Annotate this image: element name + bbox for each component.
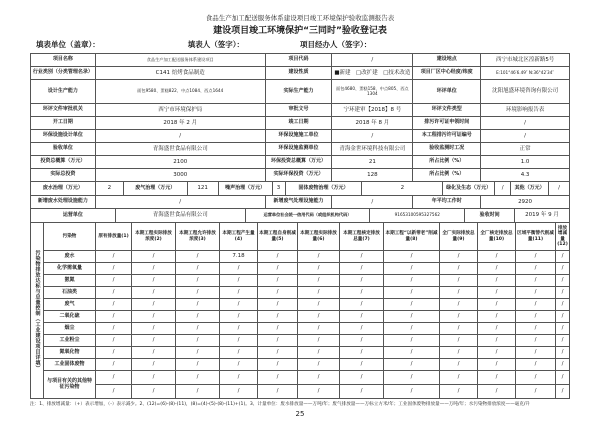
- pollutant-value: /: [96, 263, 132, 275]
- info-field-value: 西宁市环境保护局: [96, 104, 266, 117]
- info-field-label: 行业类别（分类管理名录）: [31, 67, 96, 80]
- info-field-value: 4.3: [481, 169, 570, 182]
- info-field-value: 2018 年 2 月: [96, 117, 266, 130]
- info-field-label: 环评文件类型: [413, 104, 481, 117]
- pollutant-value: /: [556, 359, 570, 371]
- info-field-value: 面包4680、蛋糕158、中点805、西点1304: [332, 80, 413, 104]
- pollutant-row: [44, 323, 570, 335]
- info-field-label: 竣工日期: [266, 117, 333, 130]
- pollutant-value: /: [478, 371, 516, 385]
- pollutant-value: /: [340, 371, 384, 385]
- pollutant-value: /: [298, 347, 340, 359]
- info-field-value: 青海盛世食品有限公司: [96, 143, 266, 156]
- info-field-value: /: [481, 130, 570, 143]
- pollutant-value: /: [340, 347, 384, 359]
- pollutant-value: /: [478, 251, 516, 263]
- pollutant-value: /: [258, 385, 298, 399]
- signature-row: [36, 39, 570, 50]
- info-field-label: 新增废水处理设施能力: [31, 196, 96, 209]
- pollutant-value: /: [96, 335, 132, 347]
- info-field-label: 环保设施施工单位: [266, 130, 333, 143]
- pollutant-col-header: 本期工程实际排放浓度(2): [132, 223, 176, 251]
- pollutant-col-header: 本期工程自身削减量(5): [258, 223, 298, 251]
- info-field-label: 所占比例（%）: [413, 169, 481, 182]
- pollutant-value: /: [96, 323, 132, 335]
- pollutant-value: /: [298, 359, 340, 371]
- pollutant-value: /: [478, 263, 516, 275]
- info-field-label: 投资总概算（万元）: [31, 156, 96, 169]
- pollutant-name: 工业粉尘: [44, 335, 96, 347]
- pollutant-value: /: [298, 323, 340, 335]
- pollutant-col-header: 排放增减量(12): [556, 223, 570, 251]
- info-field-label: 环保投资总概算（万元）: [266, 156, 333, 169]
- pollutant-value: /: [220, 287, 258, 299]
- pollutant-value: /: [176, 275, 220, 287]
- pollutant-row: [44, 263, 570, 275]
- pollutant-value: /: [258, 371, 298, 385]
- pollutant-value: /: [478, 385, 516, 399]
- info-field-label: 固体废物治理（万元）: [286, 182, 363, 196]
- info-field-value: 青海盛世食品有限公司: [116, 209, 246, 223]
- pollutant-value: /: [96, 371, 132, 385]
- info-row: [31, 54, 570, 67]
- pollutant-value: /: [258, 323, 298, 335]
- pollutant-value: /: [478, 323, 516, 335]
- pollutant-value: /: [298, 275, 340, 287]
- pollutant-value: /: [440, 385, 478, 399]
- pollutant-value: /: [96, 311, 132, 323]
- pollutant-value: /: [220, 323, 258, 335]
- pollutant-row: [44, 275, 570, 287]
- pollutant-name: 氮氧化物: [44, 347, 96, 359]
- fill-unit-label: 填表单位（盖章）：: [36, 40, 100, 49]
- pollutant-value: /: [176, 323, 220, 335]
- pollutant-value: /: [340, 359, 384, 371]
- info-field-value: 21: [332, 156, 413, 169]
- pollutant-value: /: [384, 335, 440, 347]
- pollutant-value: /: [384, 299, 440, 311]
- form-sheet: [30, 13, 570, 418]
- info-field-value: 正常: [481, 143, 570, 156]
- info-field-value: 面包9580、蛋糕822、中点1084、西点1644: [96, 80, 266, 104]
- info-field-label: 项目代码: [266, 54, 333, 67]
- pollutant-row: [44, 287, 570, 299]
- pollutant-value: /: [556, 371, 570, 385]
- pollutant-name: 石油类: [44, 287, 96, 299]
- info-field-value: 2920: [481, 196, 570, 209]
- info-field-label: 环保设施监测单位: [266, 143, 333, 156]
- pollutant-value: /: [220, 359, 258, 371]
- info-field-value: 1.0: [481, 156, 570, 169]
- info-field-label: 开工日期: [31, 117, 96, 130]
- pollutant-value: /: [298, 263, 340, 275]
- pollutant-value: /: [440, 251, 478, 263]
- info-field-label: 实际总投资: [31, 169, 96, 182]
- pollutant-value: /: [478, 311, 516, 323]
- pollutant-value: /: [96, 299, 132, 311]
- pollutant-value: /: [516, 311, 556, 323]
- pollutant-value: /: [384, 359, 440, 371]
- pollutant-row: [96, 385, 570, 399]
- pollutant-col-header: 全厂实际排放总量(9): [440, 223, 478, 251]
- pollutant-value: /: [516, 251, 556, 263]
- info-row: [31, 143, 570, 156]
- pollutant-value: /: [440, 335, 478, 347]
- info-field-label: 审批文号: [266, 104, 333, 117]
- info-field-value: 西宁市城北区湟新路5号: [481, 54, 570, 67]
- pollutant-table: [30, 223, 570, 399]
- pollutant-value: /: [384, 287, 440, 299]
- pollutant-value: /: [176, 263, 220, 275]
- pollutant-value: /: [132, 263, 176, 275]
- pollutant-name: 工业固体废物: [44, 359, 96, 371]
- pollutant-value: /: [340, 323, 384, 335]
- info-field-value: 3: [273, 182, 286, 196]
- pollutant-value: /: [176, 385, 220, 399]
- info-field-value: 2019 年 9 月: [515, 209, 570, 223]
- info-field-label: 设计生产能力: [31, 80, 96, 104]
- pollutant-value: /: [440, 371, 478, 385]
- info-field-label: 建设地点: [413, 54, 481, 67]
- info-field-label: 项目名称: [31, 54, 96, 67]
- info-row: [31, 169, 570, 182]
- pollutant-table-main: [44, 223, 570, 399]
- page-number: 25: [295, 410, 305, 418]
- pollutant-name: 氨氮: [44, 275, 96, 287]
- pollutant-col-header: 原有排放量(1): [96, 223, 132, 251]
- pollutant-value: /: [340, 311, 384, 323]
- pollutant-name: 化学需氧量: [44, 263, 96, 275]
- pollutant-value: /: [478, 299, 516, 311]
- pollutant-value: /: [132, 359, 176, 371]
- pollutant-row: [44, 311, 570, 323]
- pollutant-value: /: [258, 335, 298, 347]
- info-field-label: 废气治理（万元）: [124, 182, 188, 196]
- pollutant-value: /: [440, 299, 478, 311]
- pollutant-name: 与项目有关的其他特征污染物: [44, 371, 96, 399]
- info-field-label: 环评单位: [413, 80, 481, 104]
- pollutant-col-header: 本期工程允许排放浓度(3): [176, 223, 220, 251]
- pollutant-value: /: [556, 275, 570, 287]
- info-row: [31, 130, 570, 143]
- info-row: [31, 182, 570, 196]
- pollutant-value: /: [516, 371, 556, 385]
- pollutant-value: /: [478, 287, 516, 299]
- pollutant-value: /: [340, 251, 384, 263]
- pollutant-value: /: [340, 287, 384, 299]
- pollutant-value: /: [516, 287, 556, 299]
- pollutant-name: 烟尘: [44, 323, 96, 335]
- pollutant-col-header: 本期工程“以新带老”削减量(8): [384, 223, 440, 251]
- pollutant-value: /: [556, 299, 570, 311]
- pollutant-value: /: [176, 347, 220, 359]
- pollutant-value: /: [176, 251, 220, 263]
- info-field-label: 运营单位社会统一信用代码（或组织机构代码）: [246, 209, 371, 223]
- info-field-label: 排污许可证申领时间: [413, 117, 481, 130]
- pollutant-value: /: [220, 371, 258, 385]
- info-row: [31, 80, 570, 104]
- pollutant-value: /: [556, 251, 570, 263]
- pollutant-value: /: [298, 371, 340, 385]
- pollutant-value: /: [516, 275, 556, 287]
- document-title: 食品生产加工配送服务体系建设项目竣工环境保护验收监测报告表: [205, 14, 395, 22]
- pollutant-row: [44, 335, 570, 347]
- pollutant-value: /: [340, 275, 384, 287]
- pollutant-value: /: [440, 275, 478, 287]
- pollutant-value: /: [258, 311, 298, 323]
- pollutant-value: /: [556, 263, 570, 275]
- info-field-value: /: [332, 196, 413, 209]
- pollutant-value: /: [258, 347, 298, 359]
- pollutant-value: /: [298, 251, 340, 263]
- info-field-label: 所占比例（%）: [413, 156, 481, 169]
- info-row: [31, 104, 570, 117]
- pollutant-section-label-text: 污染物排放达标与总量控制（工业建设项目详填）: [34, 250, 41, 371]
- info-field-label: 验收监测时工况: [413, 143, 481, 156]
- pollutant-value: /: [384, 323, 440, 335]
- pollutant-value: /: [440, 311, 478, 323]
- pollutant-value: /: [258, 251, 298, 263]
- info-field-label: 验收时间: [465, 209, 515, 223]
- project-info-table: [30, 53, 570, 223]
- info-field-value: 121: [188, 182, 219, 196]
- pollutant-value: /: [298, 385, 340, 399]
- pollutant-value: /: [516, 263, 556, 275]
- pollutant-value: /: [298, 287, 340, 299]
- pollutant-value: /: [96, 347, 132, 359]
- info-field-label: 年平均工作时: [413, 196, 481, 209]
- pollutant-value: /: [516, 299, 556, 311]
- pollutant-value: /: [298, 335, 340, 347]
- info-field-value: 2018 年 8 月: [332, 117, 413, 130]
- pollutant-value: /: [440, 347, 478, 359]
- pollutant-col-header: 区域平衡替代削减量(11): [516, 223, 556, 251]
- info-field-label: 废水治理（万元）: [31, 182, 96, 196]
- handler-label: 项目经办人（签字）：: [300, 40, 372, 49]
- info-field-label: 环保设施设计单位: [31, 130, 96, 143]
- pollutant-value: /: [96, 359, 132, 371]
- pollutant-value: /: [176, 359, 220, 371]
- pollutant-value: /: [516, 347, 556, 359]
- info-field-label: 绿化及生态（万元）: [443, 182, 495, 196]
- pollutant-value: /: [132, 347, 176, 359]
- info-field-value: 青海金世环境科技有限公司: [332, 143, 413, 156]
- pollutant-value: /: [478, 335, 516, 347]
- pollutant-value: /: [556, 335, 570, 347]
- info-field-value: /: [481, 117, 570, 130]
- info-field-value: 2: [96, 182, 124, 196]
- pollutant-row: [44, 299, 570, 311]
- pollutant-value: /: [258, 275, 298, 287]
- pollutant-value: /: [440, 359, 478, 371]
- info-field-value: /: [96, 196, 266, 209]
- pollutant-value: /: [132, 287, 176, 299]
- pollutant-value: /: [220, 275, 258, 287]
- info-field-value: ■新建 □改扩建 □技术改造: [332, 67, 413, 80]
- info-field-value: 3000: [96, 169, 266, 182]
- pollutant-value: /: [176, 311, 220, 323]
- pollutant-name: 废水: [44, 251, 96, 263]
- pollutant-value: /: [96, 287, 132, 299]
- info-field-value: /: [96, 130, 266, 143]
- pollutant-value: /: [96, 251, 132, 263]
- info-field-label: 验收单位: [31, 143, 96, 156]
- pollutant-value: /: [384, 371, 440, 385]
- info-row: [31, 196, 570, 209]
- pollutant-value: /: [258, 299, 298, 311]
- pollutant-value: /: [516, 335, 556, 347]
- pollutant-value: /: [384, 385, 440, 399]
- pollutant-value: /: [220, 335, 258, 347]
- info-field-value: /: [332, 54, 413, 67]
- pollutant-value: /: [556, 323, 570, 335]
- info-field-value: 食品生产加工配送服务体系建设项目: [96, 54, 266, 67]
- info-field-label: 新增废气处理设施能力: [266, 196, 333, 209]
- pollutant-name: 废气: [44, 299, 96, 311]
- pollutant-value: /: [384, 347, 440, 359]
- pollutant-value: /: [298, 311, 340, 323]
- pollutant-row: [44, 347, 570, 359]
- info-field-value: /: [549, 182, 570, 196]
- pollutant-col-header: 全厂核定排放总量(10): [478, 223, 516, 251]
- pollutant-value: /: [478, 359, 516, 371]
- info-field-value: 环境影响报告表: [481, 104, 570, 117]
- pollutant-col-header: 本期工程核定排放总量(7): [340, 223, 384, 251]
- info-field-value: /: [495, 182, 511, 196]
- pollutant-header-row: [44, 223, 570, 251]
- pollutant-value: /: [258, 359, 298, 371]
- pollutant-value: /: [556, 347, 570, 359]
- pollutant-value: /: [176, 299, 220, 311]
- pollutant-value: /: [340, 299, 384, 311]
- info-field-value: 宁环建审【2018】8 号: [332, 104, 413, 117]
- info-row: [31, 117, 570, 130]
- pollutant-value: /: [440, 263, 478, 275]
- pollutant-name: 二氧化硫: [44, 311, 96, 323]
- pollutant-value: /: [258, 287, 298, 299]
- pollutant-value: /: [384, 251, 440, 263]
- info-row: [31, 209, 570, 223]
- info-field-label: 实际生产能力: [266, 80, 333, 104]
- pollutant-value: /: [220, 347, 258, 359]
- pollutant-value: /: [384, 275, 440, 287]
- pollutant-value: /: [298, 299, 340, 311]
- pollutant-value: /: [132, 275, 176, 287]
- pollutant-value: /: [478, 275, 516, 287]
- pollutant-value: /: [440, 287, 478, 299]
- pollutant-value: /: [516, 385, 556, 399]
- pollutant-value: /: [556, 311, 570, 323]
- info-field-label: 环评文件审批机关: [31, 104, 96, 117]
- pollutant-value: /: [132, 323, 176, 335]
- pollutant-col-header: 本期工程实际排放量(6): [298, 223, 340, 251]
- pollutant-value: /: [516, 323, 556, 335]
- info-field-label: 运营单位: [31, 209, 116, 223]
- pollutant-value: /: [340, 263, 384, 275]
- pollutant-value: /: [258, 263, 298, 275]
- info-field-value: 2100: [96, 156, 266, 169]
- pollutant-value: /: [132, 385, 176, 399]
- info-field-value: E:101°46′6.49″ N:36°42′34″: [481, 67, 570, 80]
- info-field-label: 噪声治理（万元）: [219, 182, 273, 196]
- pollutant-value: 7.18: [220, 251, 258, 263]
- pollutant-value: /: [440, 323, 478, 335]
- pollutant-value: /: [96, 275, 132, 287]
- info-field-value: 沈阳旭盛环境咨询有限公司: [481, 80, 570, 104]
- pollutant-value: /: [384, 311, 440, 323]
- pollutant-value: /: [516, 359, 556, 371]
- pollutant-value: /: [176, 287, 220, 299]
- info-field-label: 建设性质: [266, 67, 333, 80]
- other-pollutants-rows: [96, 371, 570, 399]
- pollutant-value: /: [220, 299, 258, 311]
- pollutant-value: /: [556, 287, 570, 299]
- pollutant-value: /: [384, 263, 440, 275]
- pollutant-row: [44, 359, 570, 371]
- info-field-value: /: [332, 130, 413, 143]
- pollutant-value: /: [132, 335, 176, 347]
- info-row: [31, 156, 570, 169]
- pollutant-col-header: 污染物: [44, 223, 96, 251]
- pollutant-value: /: [132, 371, 176, 385]
- pollutant-value: /: [132, 311, 176, 323]
- pollutant-value: /: [556, 385, 570, 399]
- pollutant-value: /: [132, 251, 176, 263]
- pollutant-value: /: [340, 385, 384, 399]
- pollutant-value: /: [220, 263, 258, 275]
- pollutant-value: /: [220, 311, 258, 323]
- pollutant-value: /: [132, 299, 176, 311]
- pollutant-row: [44, 251, 570, 263]
- info-field-value: 128: [332, 169, 413, 182]
- info-field-label: 项目厂区中心经度/纬度: [413, 67, 481, 80]
- fill-person-label: 填表人（签字）：: [187, 40, 244, 49]
- info-field-value: 91653100595327562: [370, 209, 465, 223]
- pollutant-value: /: [478, 347, 516, 359]
- pollutant-value: /: [340, 335, 384, 347]
- info-field-value: C141 焙烤食品制造: [96, 67, 266, 80]
- footnote: 注：1、排放增减量：（+）表示增加，（-）表示减少。2、(12)=(6)-(8)-(11)，(8)=(4)-(5)-(8)-(11)+(1)。3、计量单位：废水排放量——万吨/年；废气排放量——万标立方米/年；工业固体废物排放量——万吨/年；水污染物排放浓度——毫克/升: [30, 402, 531, 407]
- pollutant-section-label: [31, 223, 44, 399]
- pollutant-col-header: 本期工程产生量(4): [220, 223, 258, 251]
- pollutant-value: /: [96, 385, 132, 399]
- info-field-label: 实际环保投资（万元）: [266, 169, 333, 182]
- info-field-label: 本工程排污许可证编号: [413, 130, 481, 143]
- other-pollutants-block: [44, 371, 570, 399]
- form-title: 建设项目竣工环境保护“三同时”验收登记表: [213, 26, 387, 36]
- info-row: [31, 67, 570, 80]
- info-field-label: 其他（万元）: [511, 182, 549, 196]
- info-field-value: 2: [362, 182, 443, 196]
- pollutant-value: /: [220, 385, 258, 399]
- pollutant-row: [96, 371, 570, 385]
- pollutant-value: /: [176, 335, 220, 347]
- pollutant-value: /: [176, 371, 220, 385]
